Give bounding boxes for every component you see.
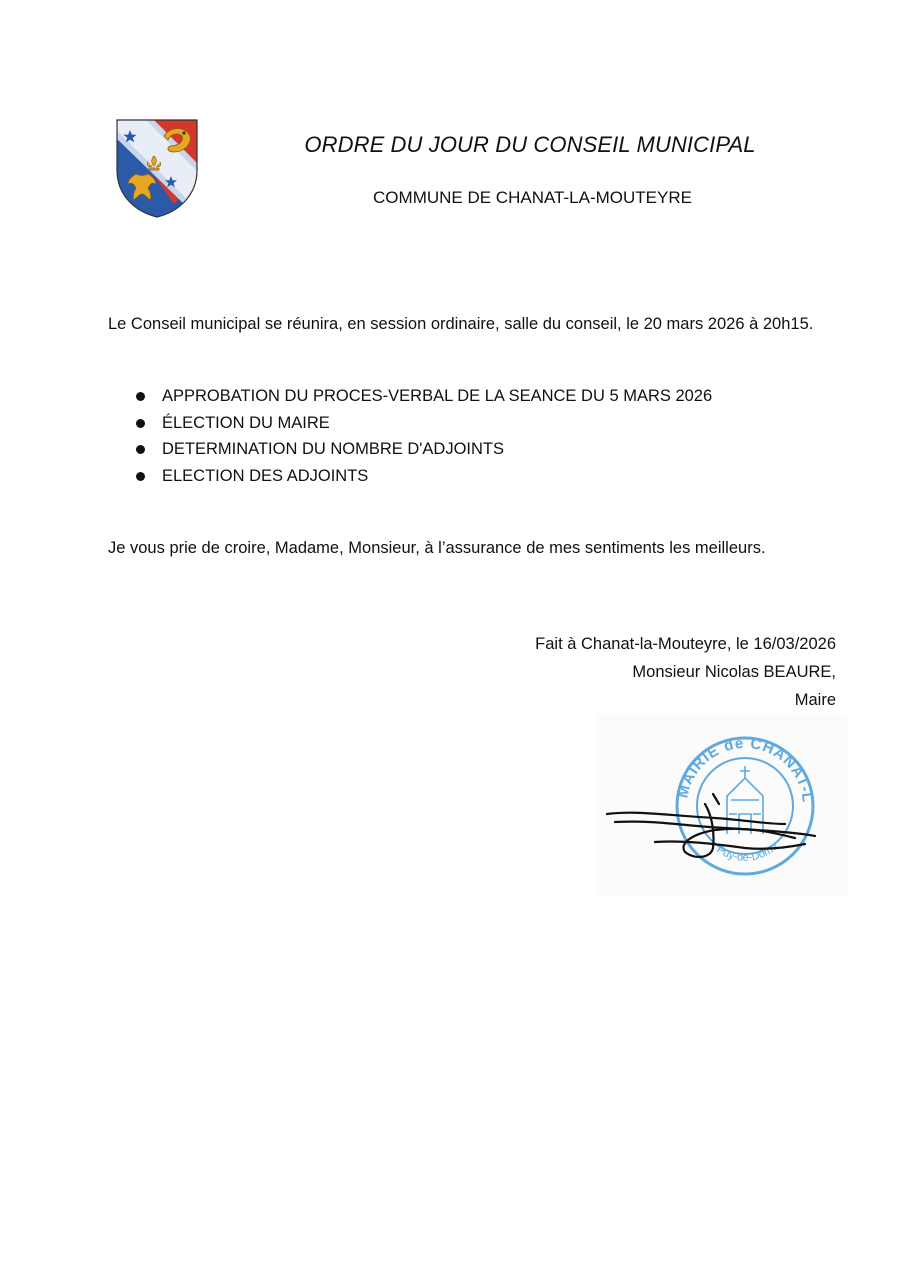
agenda-item-label: DETERMINATION DU NOMBRE D'ADJOINTS (162, 440, 505, 458)
agenda-item (108, 436, 836, 463)
agenda-item (108, 410, 836, 437)
agenda-list (108, 383, 836, 489)
signature-block (400, 630, 836, 714)
closing-paragraph: Je vous prie de croire, Madame, Monsieur, à l’assurance de mes sentiments les meilleurs. (108, 539, 766, 557)
agenda-item (108, 463, 836, 490)
intro-paragraph: Le Conseil municipal se réunira, en session ordinaire, salle du conseil, le 20 mars 2026 à 20h15. (108, 315, 814, 333)
place-date: Fait à Chanat-la-Mouteyre, le 16/03/2026 (535, 635, 836, 653)
bullet-icon (136, 472, 145, 481)
agenda-item-label: ÉLECTION DU MAIRE (162, 413, 330, 432)
bullet-icon (136, 392, 145, 401)
svg-text:MAIRIE de CHANAT-LA-MOUTEYRE: MAIRIE de CHANAT-L (674, 734, 817, 804)
official-stamp-icon (595, 714, 847, 896)
stamp-and-signature (595, 714, 847, 896)
signatory-role: Maire (794, 691, 836, 709)
svg-text:Puy-de-Dôme: Puy-de-Dôme (714, 840, 781, 864)
page-subtitle: COMMUNE DE CHANAT-LA-MOUTEYRE (373, 188, 692, 207)
bullet-icon (136, 419, 145, 428)
bullet-icon (136, 445, 145, 454)
signatory-name: Monsieur Nicolas BEAURE, (632, 663, 836, 681)
agenda-item-label: ELECTION DES ADJOINTS (162, 466, 369, 485)
agenda-item-label: APPROBATION DU PROCES-VERBAL DE LA SEANCE DU 5 MARS 2026 (162, 387, 713, 405)
agenda-item (108, 383, 836, 410)
coat-of-arms-logo (114, 118, 200, 218)
page-title: ORDRE DU JOUR DU CONSEIL MUNICIPAL (304, 132, 756, 157)
